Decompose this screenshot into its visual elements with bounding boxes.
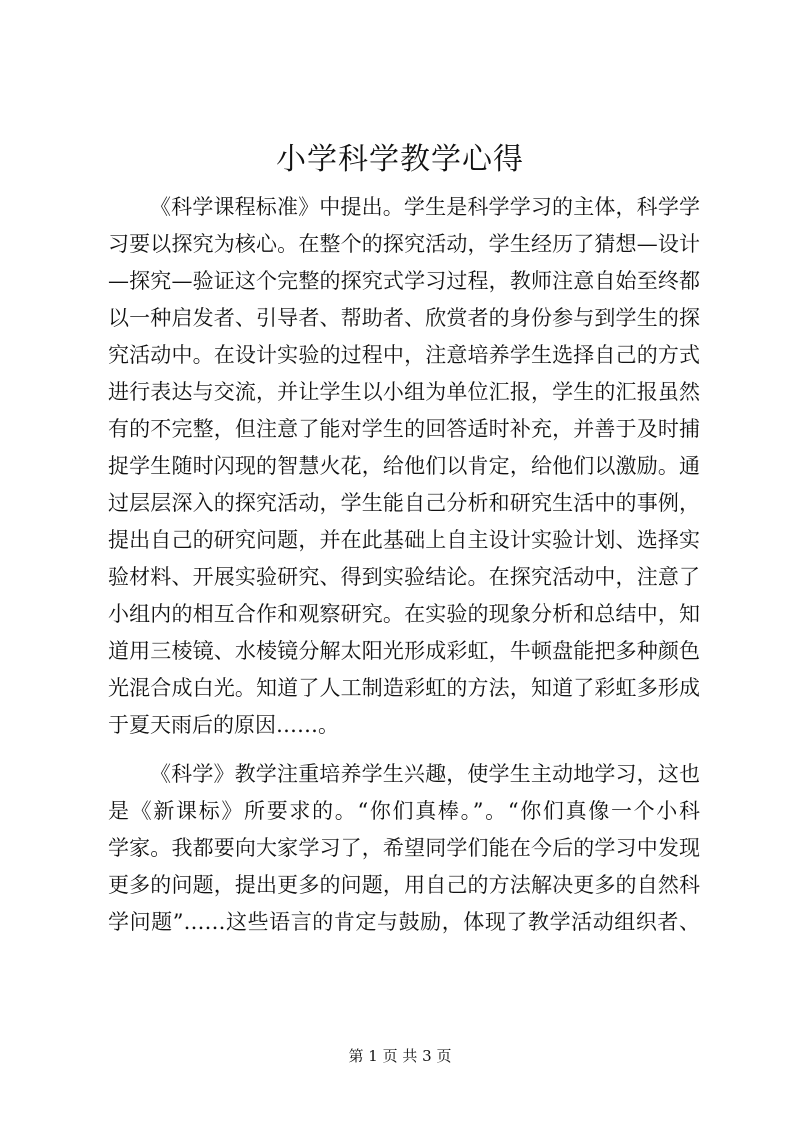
paragraph-line: 学家。我都要向大家学习了，希望同学们能在今后的学习中发现 xyxy=(108,836,700,860)
paragraph-line: 过层层深入的探究活动，学生能自己分析和研究生活中的事例， xyxy=(108,491,700,515)
paragraph-line: 《科学课程标准》中提出。学生是科学学习的主体，科学学 xyxy=(150,195,700,219)
paragraph-1 xyxy=(108,189,700,744)
paragraph-line: 道用三棱镜、水棱镜分解太阳光形成彩虹，牛顿盘能把多种颜色 xyxy=(108,639,700,663)
paragraph-line: 是《新课标》所要求的。“你们真棒。”。“你们真像一个小科 xyxy=(108,799,700,823)
paragraph-line: 光混合成白光。知道了人工制造彩虹的方法，知道了彩虹多形成 xyxy=(108,676,700,700)
paragraph-line: —探究—验证这个完整的探究式学习过程，教师注意自始至终都 xyxy=(108,269,700,293)
paragraph-line: 以一种启发者、引导者、帮助者、欣赏者的身份参与到学生的探 xyxy=(108,306,700,330)
paragraph-line: 学问题”……这些语言的肯定与鼓励，体现了教学活动组织者、 xyxy=(108,910,700,934)
paragraph-line: 有的不完整，但注意了能对学生的回答适时补充，并善于及时捕 xyxy=(108,417,700,441)
paragraph-line: 提出自己的研究问题，并在此基础上自主设计实验计划、选择实 xyxy=(108,528,700,552)
paragraph-line: 更多的问题，提出更多的问题，用自己的方法解决更多的自然科 xyxy=(108,873,700,897)
paragraph-line: 《科学》教学注重培养学生兴趣，使学生主动地学习，这也 xyxy=(150,762,700,786)
document-title: 小学科学教学心得 xyxy=(276,142,524,177)
document-body xyxy=(108,189,700,941)
paragraph-spacer xyxy=(108,744,700,756)
paragraph-2 xyxy=(108,756,700,941)
paragraph-line: 小组内的相互合作和观察研究。在实验的现象分析和总结中，知 xyxy=(108,602,700,626)
paragraph-line: 于夏天雨后的原因……。 xyxy=(108,713,339,737)
paragraph-line: 捉学生随时闪现的智慧火花，给他们以肯定，给他们以激励。通 xyxy=(108,454,700,478)
paragraph-line: 进行表达与交流，并让学生以小组为单位汇报，学生的汇报虽然 xyxy=(108,380,700,404)
paragraph-line: 究活动中。在设计实验的过程中，注意培养学生选择自己的方式 xyxy=(108,343,700,367)
page-footer: 第 1 页 共 3 页 xyxy=(348,1047,452,1065)
paragraph-line: 验材料、开展实验研究、得到实验结论。在探究活动中，注意了 xyxy=(108,565,700,589)
paragraph-line: 习要以探究为核心。在整个的探究活动，学生经历了猜想—设计 xyxy=(108,232,700,256)
